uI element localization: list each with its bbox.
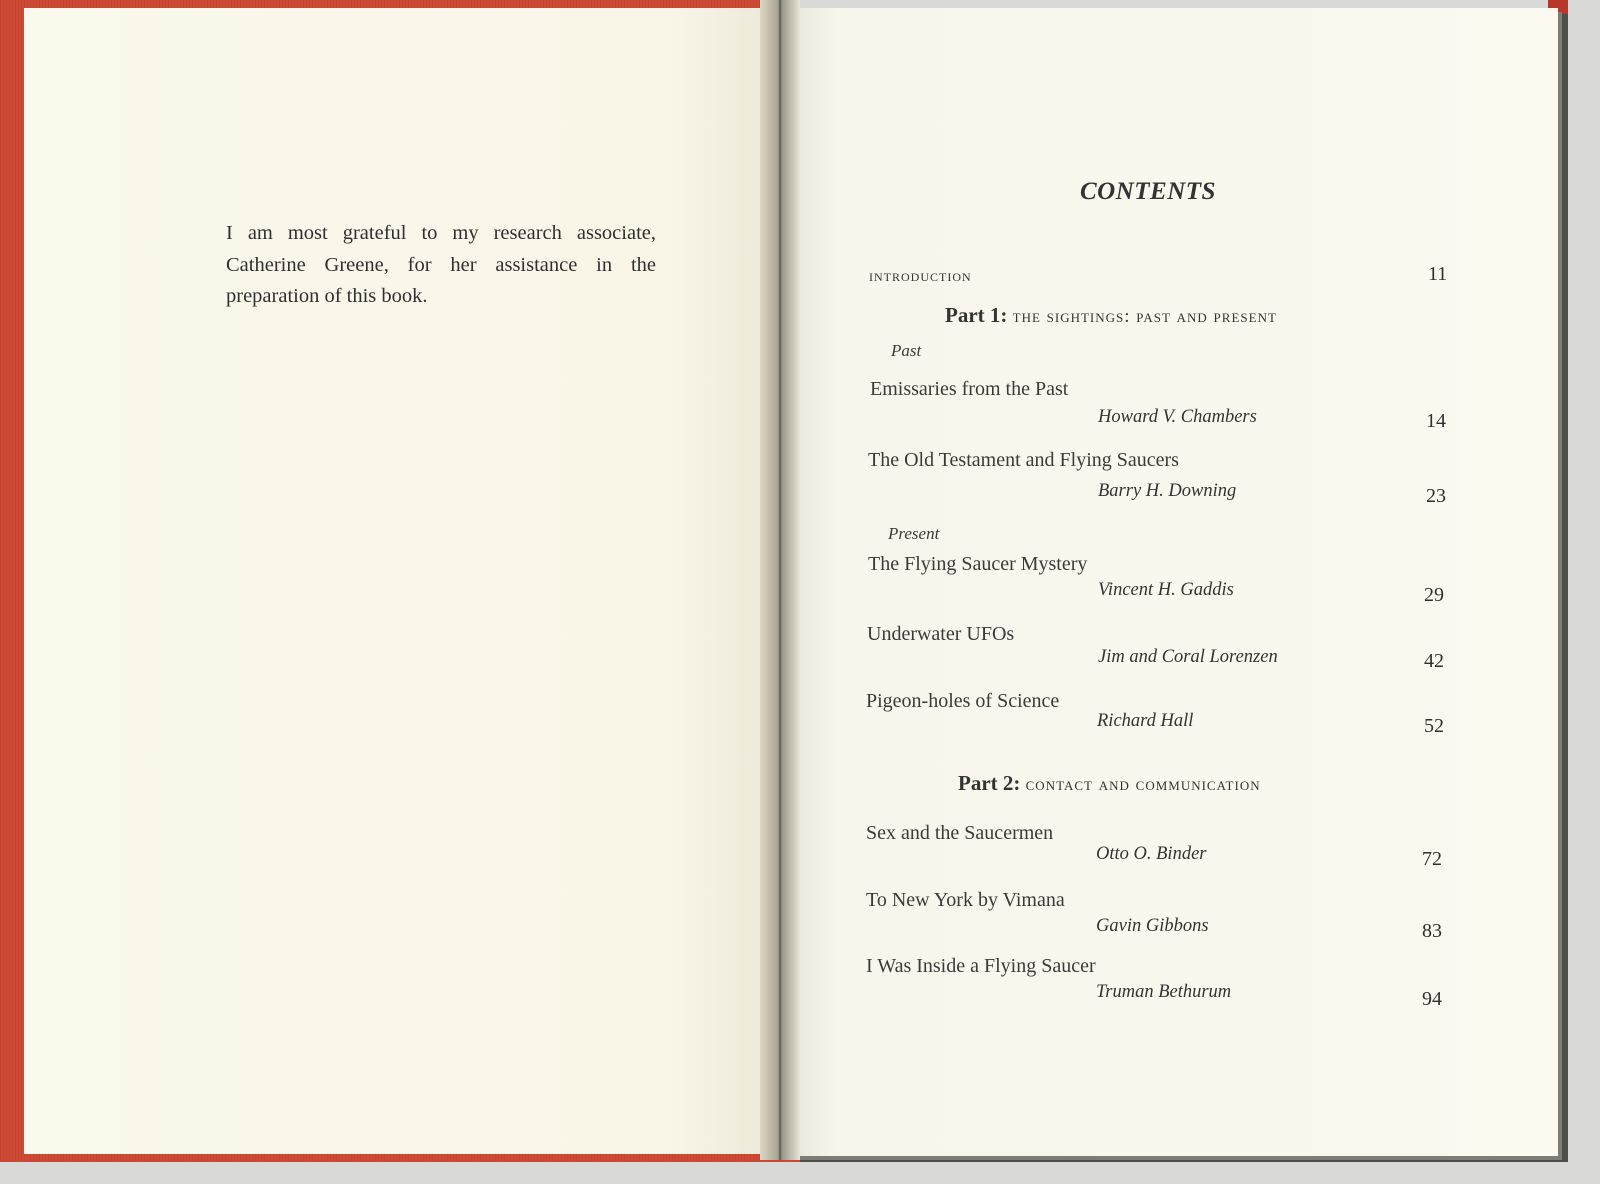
- toc-entry-author: Otto O. Binder: [1096, 844, 1207, 864]
- toc-entry-author: Howard V. Chambers: [1098, 407, 1257, 427]
- toc-entry-page-number: 29: [1424, 584, 1444, 606]
- toc-entry-author: Truman Bethurum: [1096, 982, 1232, 1002]
- toc-entry-page-number: 23: [1426, 485, 1446, 507]
- toc-entry-author: Jim and Coral Lorenzen: [1098, 647, 1278, 667]
- toc-entry-author: Richard Hall: [1097, 711, 1194, 731]
- introduction-page-number: 11: [1428, 263, 1448, 285]
- toc-entry-author: Barry H. Downing: [1098, 481, 1237, 501]
- introduction-label: introduction: [869, 266, 972, 285]
- part-1-heading: [945, 303, 1277, 328]
- toc-entry-author: Gavin Gibbons: [1096, 916, 1209, 936]
- toc-entry-page-number: 94: [1422, 988, 1442, 1010]
- part-2-title: contact and communication: [1025, 774, 1261, 795]
- toc-entry-title: Pigeon-holes of Science: [866, 690, 1060, 712]
- toc-entry-title: To New York by Vimana: [866, 889, 1065, 911]
- toc-entry-page-number: 83: [1422, 920, 1442, 942]
- contents-title: CONTENTS: [1080, 178, 1216, 205]
- toc-entry-page-number: 52: [1424, 715, 1444, 737]
- toc-entry-page-number: 42: [1424, 650, 1444, 672]
- part-1-title: the sightings: past and present: [1012, 306, 1277, 327]
- toc-entry-title: The Old Testament and Flying Saucers: [868, 449, 1179, 471]
- left-page: [24, 8, 780, 1154]
- toc-entry-page-number: 14: [1426, 410, 1446, 432]
- section-past-label: Past: [891, 341, 922, 360]
- toc-entry-author: Vincent H. Gaddis: [1098, 580, 1234, 600]
- part-2-label: Part 2:: [958, 771, 1021, 795]
- toc-entry-title: Emissaries from the Past: [870, 378, 1069, 400]
- toc-entry-title: I Was Inside a Flying Saucer: [866, 955, 1096, 977]
- toc-entry-title: Sex and the Saucermen: [866, 822, 1054, 844]
- toc-entry-page-number: 72: [1422, 848, 1442, 870]
- dedication-text: I am most grateful to my research associate, Catherine Greene, for her assistance in the preparation of this book.: [226, 222, 656, 307]
- part-1-label: Part 1:: [945, 303, 1008, 327]
- part-2-heading: [958, 771, 1261, 796]
- toc-entry-title: Underwater UFOs: [867, 623, 1015, 645]
- section-present-label: Present: [888, 524, 940, 543]
- toc-entry-title: The Flying Saucer Mystery: [868, 553, 1088, 575]
- book-gutter: [760, 0, 800, 1160]
